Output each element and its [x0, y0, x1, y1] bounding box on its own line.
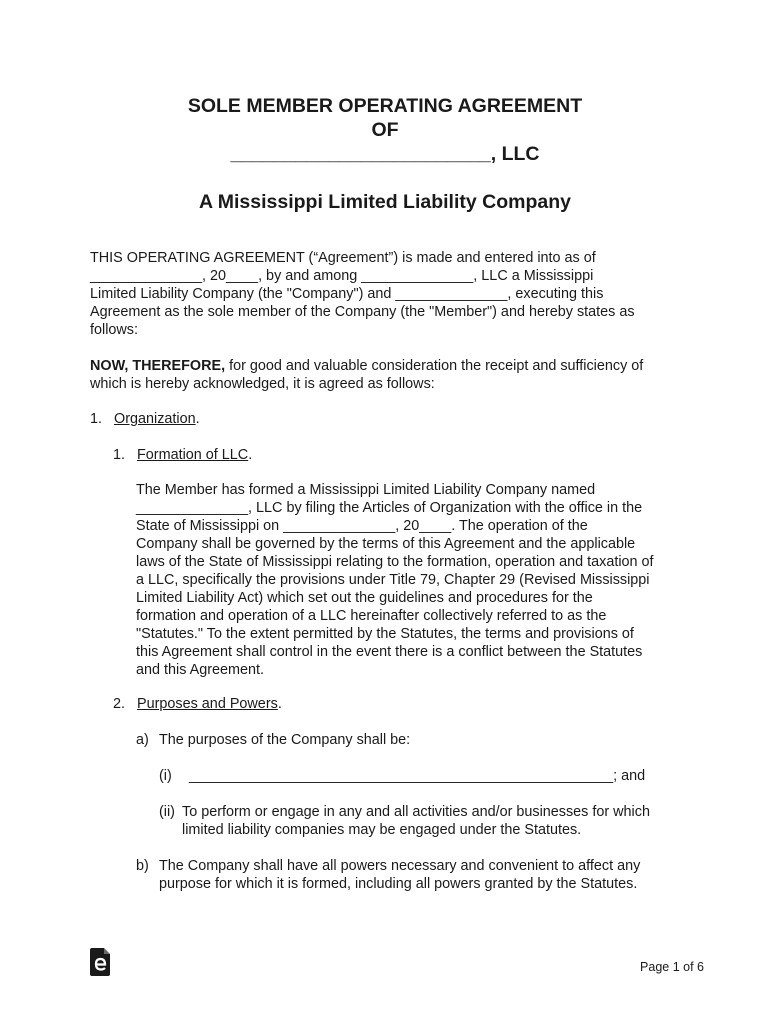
subsection-title: Purposes and Powers [137, 696, 278, 712]
item-b-line: purpose for which it is formed, including all powers granted by the Statutes. [159, 876, 638, 892]
section-1-heading: 1. Organization. [90, 411, 200, 427]
section-number: 1. [90, 411, 103, 427]
formation-line: formation and operation of a LLC hereinafter collectively referred to as the [136, 608, 607, 624]
item-b-label: b) [136, 858, 149, 874]
formation-line: ______________, LLC by filing the Articles of Organization with the office in the [136, 500, 643, 516]
now-therefore-paragraph [90, 357, 643, 393]
now-therefore-rest: for good and valuable consideration the receipt and sufficiency of [225, 358, 644, 374]
now-therefore-line: which is hereby acknowledged, it is agreed as follows: [90, 376, 435, 392]
formation-line: The Member has formed a Mississippi Limited Liability Company named [136, 482, 596, 498]
item-ii-label: (ii) [159, 804, 175, 820]
item-ii-text [182, 803, 650, 839]
formation-paragraph [136, 481, 654, 679]
item-ii-line: To perform or engage in any and all activities and/or businesses for which [182, 804, 650, 820]
subsection-number: 1. [113, 447, 126, 463]
document-title: SOLE MEMBER OPERATING AGREEMENT [187, 95, 583, 117]
item-i-label: (i) [159, 768, 172, 784]
formation-line: laws of the State of Mississippi relating to the formation, operation and taxation of [136, 554, 654, 570]
formation-line: Limited Liability Act) which set out the guidelines and procedures for the [136, 590, 593, 606]
document-subtitle: A Mississippi Limited Liability Company [198, 191, 571, 213]
formation-line: and this Agreement. [136, 662, 264, 678]
item-a-text: The purposes of the Company shall be: [159, 732, 411, 748]
intro-line: THIS OPERATING AGREEMENT (“Agreement”) is made and entered into as of [90, 250, 596, 266]
formation-line: State of Mississippi on ______________, 20____. The operation of the [136, 518, 588, 534]
document-title-of: OF [371, 119, 399, 141]
eforms-logo-icon [90, 948, 112, 976]
intro-line: follows: [90, 322, 138, 338]
formation-line: Company shall be governed by the terms of this Agreement and the applicable [136, 536, 636, 552]
intro-line: ______________, 20____, by and among ______________, LLC a Mississippi [90, 268, 594, 284]
now-therefore-line [90, 357, 643, 375]
subsection-title: Formation of LLC [137, 447, 249, 463]
formation-line: a LLC, specifically the provisions under Title 79, Chapter 29 (Revised Mississippi [136, 572, 650, 588]
section-1-2-heading: 2. Purposes and Powers. [113, 696, 282, 712]
subsection-number: 2. [113, 696, 126, 712]
intro-paragraph [90, 249, 635, 339]
intro-line: Limited Liability Company (the "Company") and ______________, executing this [90, 286, 604, 302]
intro-line: Agreement as the sole member of the Company (the "Member") and hereby states as [90, 304, 635, 320]
formation-line: "Statutes." To the extent permitted by the Statutes, the terms and provisions of [136, 626, 634, 642]
company-name-blank: ________________________, LLC [230, 143, 540, 165]
item-i-text: _____________________________________________________; and [189, 768, 646, 784]
item-a-label: a) [136, 732, 149, 748]
item-ii-line: limited liability companies may be engaged under the Statutes. [182, 822, 582, 838]
item-b-text [159, 857, 640, 893]
formation-line: this Agreement shall control in the event there is a conflict between the Statutes [136, 644, 643, 660]
section-1-1-heading: 1. Formation of LLC. [113, 447, 253, 463]
page-number: Page 1 of 6 [640, 960, 704, 974]
now-therefore-bold: NOW, THEREFORE, [90, 358, 226, 374]
section-title: Organization [114, 411, 196, 427]
item-b-line: The Company shall have all powers necessary and convenient to affect any [159, 858, 641, 874]
